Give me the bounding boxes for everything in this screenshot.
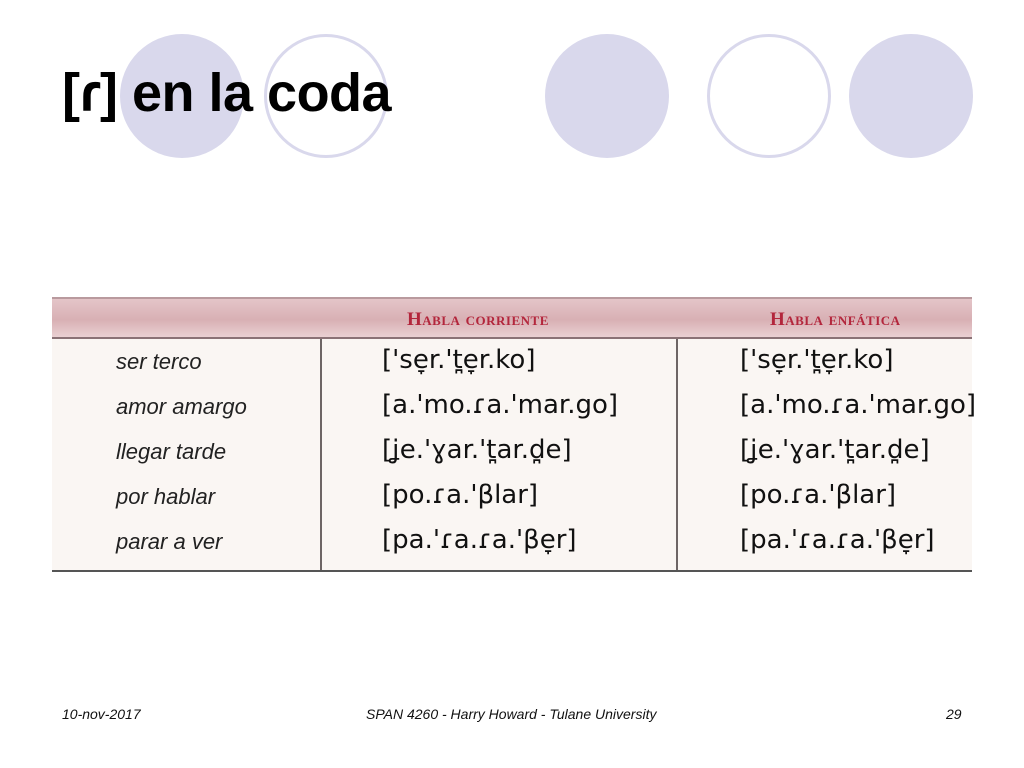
ipa-enfatica-cell: [ʝe.'ɣar.'t̪ar.d̪e]	[740, 435, 930, 465]
phrase-cell: ser terco	[116, 349, 202, 374]
decorative-circle	[849, 34, 973, 158]
ipa-corriente-cell: [a.'mo.ɾa.'mar.go]	[382, 390, 619, 420]
ipa-enfatica-cell: ['se̞r.'t̪e̞r.ko]	[740, 345, 894, 375]
decorative-circle	[545, 34, 669, 158]
footer-page-number: 29	[946, 706, 962, 722]
ipa-corriente-cell: ['se̞r.'t̪e̞r.ko]	[382, 345, 536, 375]
table-row	[52, 476, 972, 521]
table-row	[52, 386, 977, 431]
table-row	[52, 341, 972, 386]
phrase-cell: llegar tarde	[116, 439, 227, 464]
phrase-cell: parar a ver	[116, 529, 223, 554]
ipa-corriente-cell: [po.ɾa.'βlar]	[382, 480, 539, 510]
ipa-corriente-cell: [pa.'ɾa.ɾa.'βe̞r]	[382, 525, 577, 555]
ipa-corriente-cell: [ʝe.'ɣar.'t̪ar.d̪e]	[382, 435, 572, 465]
header-habla-enfatica: Habla enfática	[770, 309, 901, 330]
ipa-enfatica-cell: [po.ɾa.'βlar]	[740, 480, 897, 510]
header-habla-corriente: Habla corriente	[407, 309, 549, 330]
table-header	[52, 297, 972, 339]
phrase-cell: amor amargo	[116, 394, 247, 419]
decorative-ring	[707, 34, 831, 158]
table-row	[52, 521, 972, 566]
phrase-cell: por hablar	[116, 484, 216, 509]
ipa-enfatica-cell: [pa.'ɾa.ɾa.'βe̞r]	[740, 525, 935, 555]
ipa-enfatica-cell: [a.'mo.ɾa.'mar.go]	[740, 390, 977, 420]
table-row	[52, 431, 972, 476]
pronunciation-table	[52, 297, 977, 572]
footer-course: SPAN 4260 - Harry Howard - Tulane University	[366, 706, 657, 722]
slide-title: [ɾ] en la coda	[62, 63, 392, 123]
footer-date: 10-nov-2017	[62, 706, 141, 722]
